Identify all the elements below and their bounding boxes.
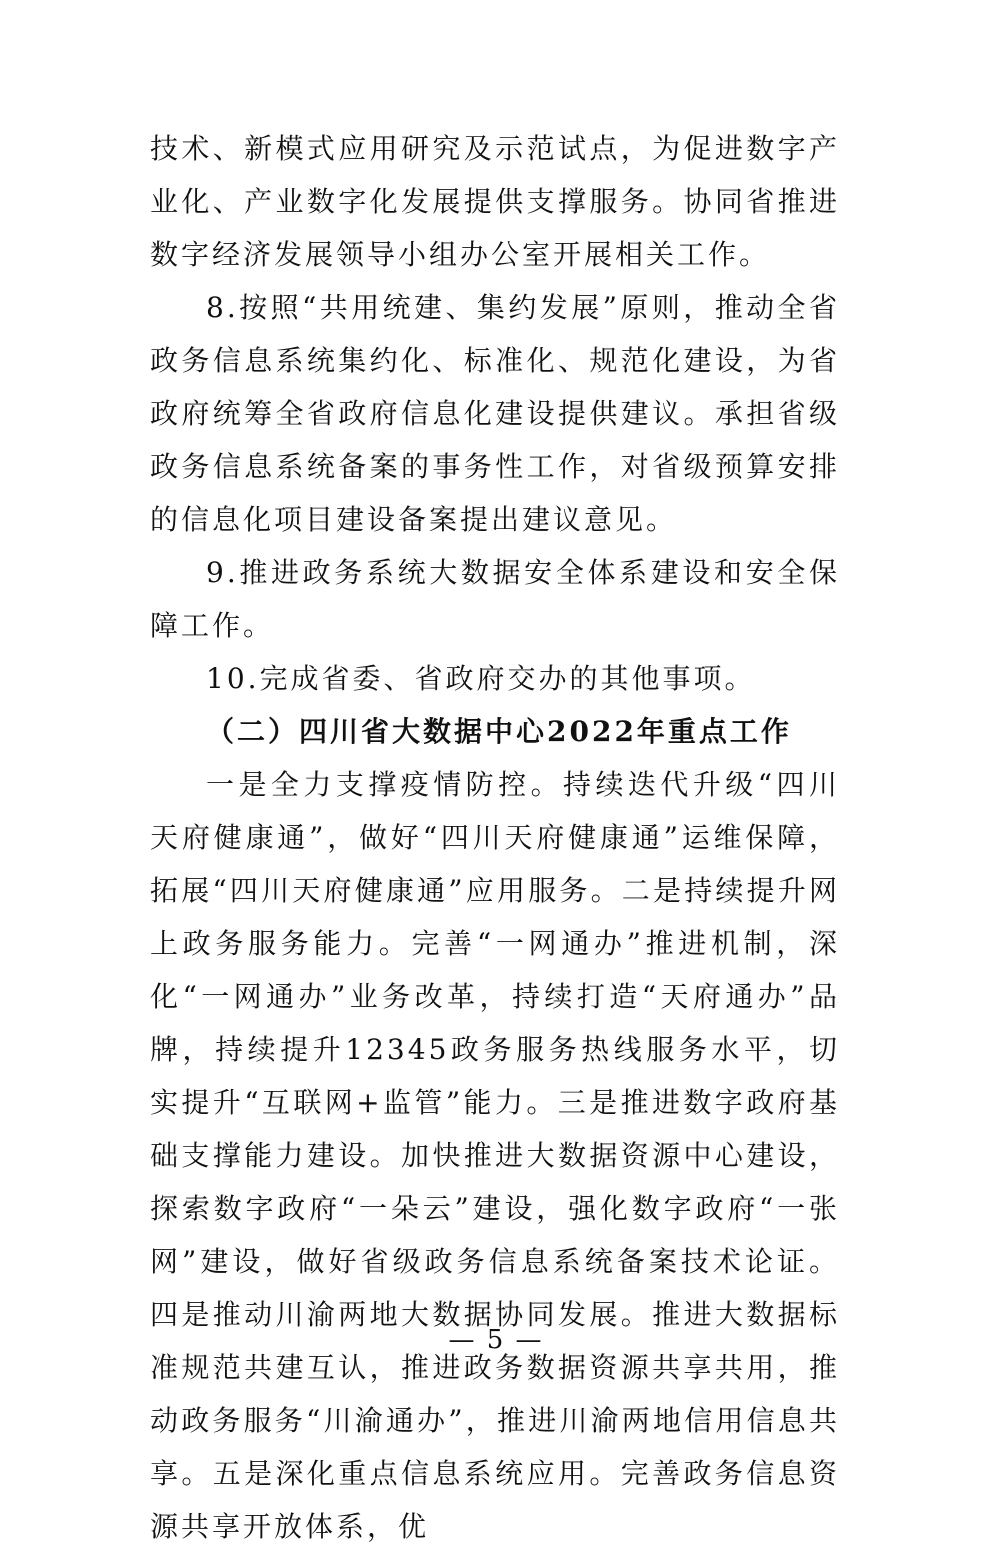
section-heading: （二）四川省大数据中心2022年重点工作 bbox=[206, 715, 792, 748]
paragraph-continuation: 技术、新模式应用研究及示范试点，为促进数字产业化、产业数字化发展提供支撑服务。协同省推进数字经济发展领导小组办公室开展相关工作。 bbox=[150, 132, 840, 271]
page-number: — 5 — bbox=[448, 1325, 544, 1355]
paragraph-item-9: 9.推进政务系统大数据安全体系建设和安全保障工作。 bbox=[150, 556, 840, 642]
paragraph-item-8: 8.按照“共用统建、集约发展”原则，推动全省政务信息系统集约化、标准化、规范化建设，为省政府统筹全省政府信息化建设提供建议。承担省级政务信息系统备案的事务性工作，对省级预算安排的信息化项目建设备案提出建议意见。 bbox=[150, 291, 840, 536]
paragraph-item-10: 10.完成省委、省政府交办的其他事项。 bbox=[206, 662, 756, 695]
paragraph-key-work: 一是全力支撑疫情防控。持续迭代升级“四川天府健康通”，做好“四川天府健康通”运维保障，拓展“四川天府健康通”应用服务。二是持续提升网上政务服务能力。完善“一网通办”推进机制，深化“一网通办”业务改革，持续打造“天府通办”品牌，持续提升12345政务服务热线服务水平，切实提升“互联网+监管”能力。三是推进数字政府基础支撑能力建设。加快推进大数据资源中心建设，探索数字政府“一朵云”建设，强化数字政府“一张网”建设，做好省级政务信息系统备案技术论证。四是推动川渝两地大数据协同发展。推进大数据标准规范共建互认，推进政务数据资源共享共用，推动政务服务“川渝通办”，推进川渝两地信用信息共享。五是深化重点信息系统应用。完善政务信息资源共享开放体系，优 bbox=[150, 768, 840, 1543]
